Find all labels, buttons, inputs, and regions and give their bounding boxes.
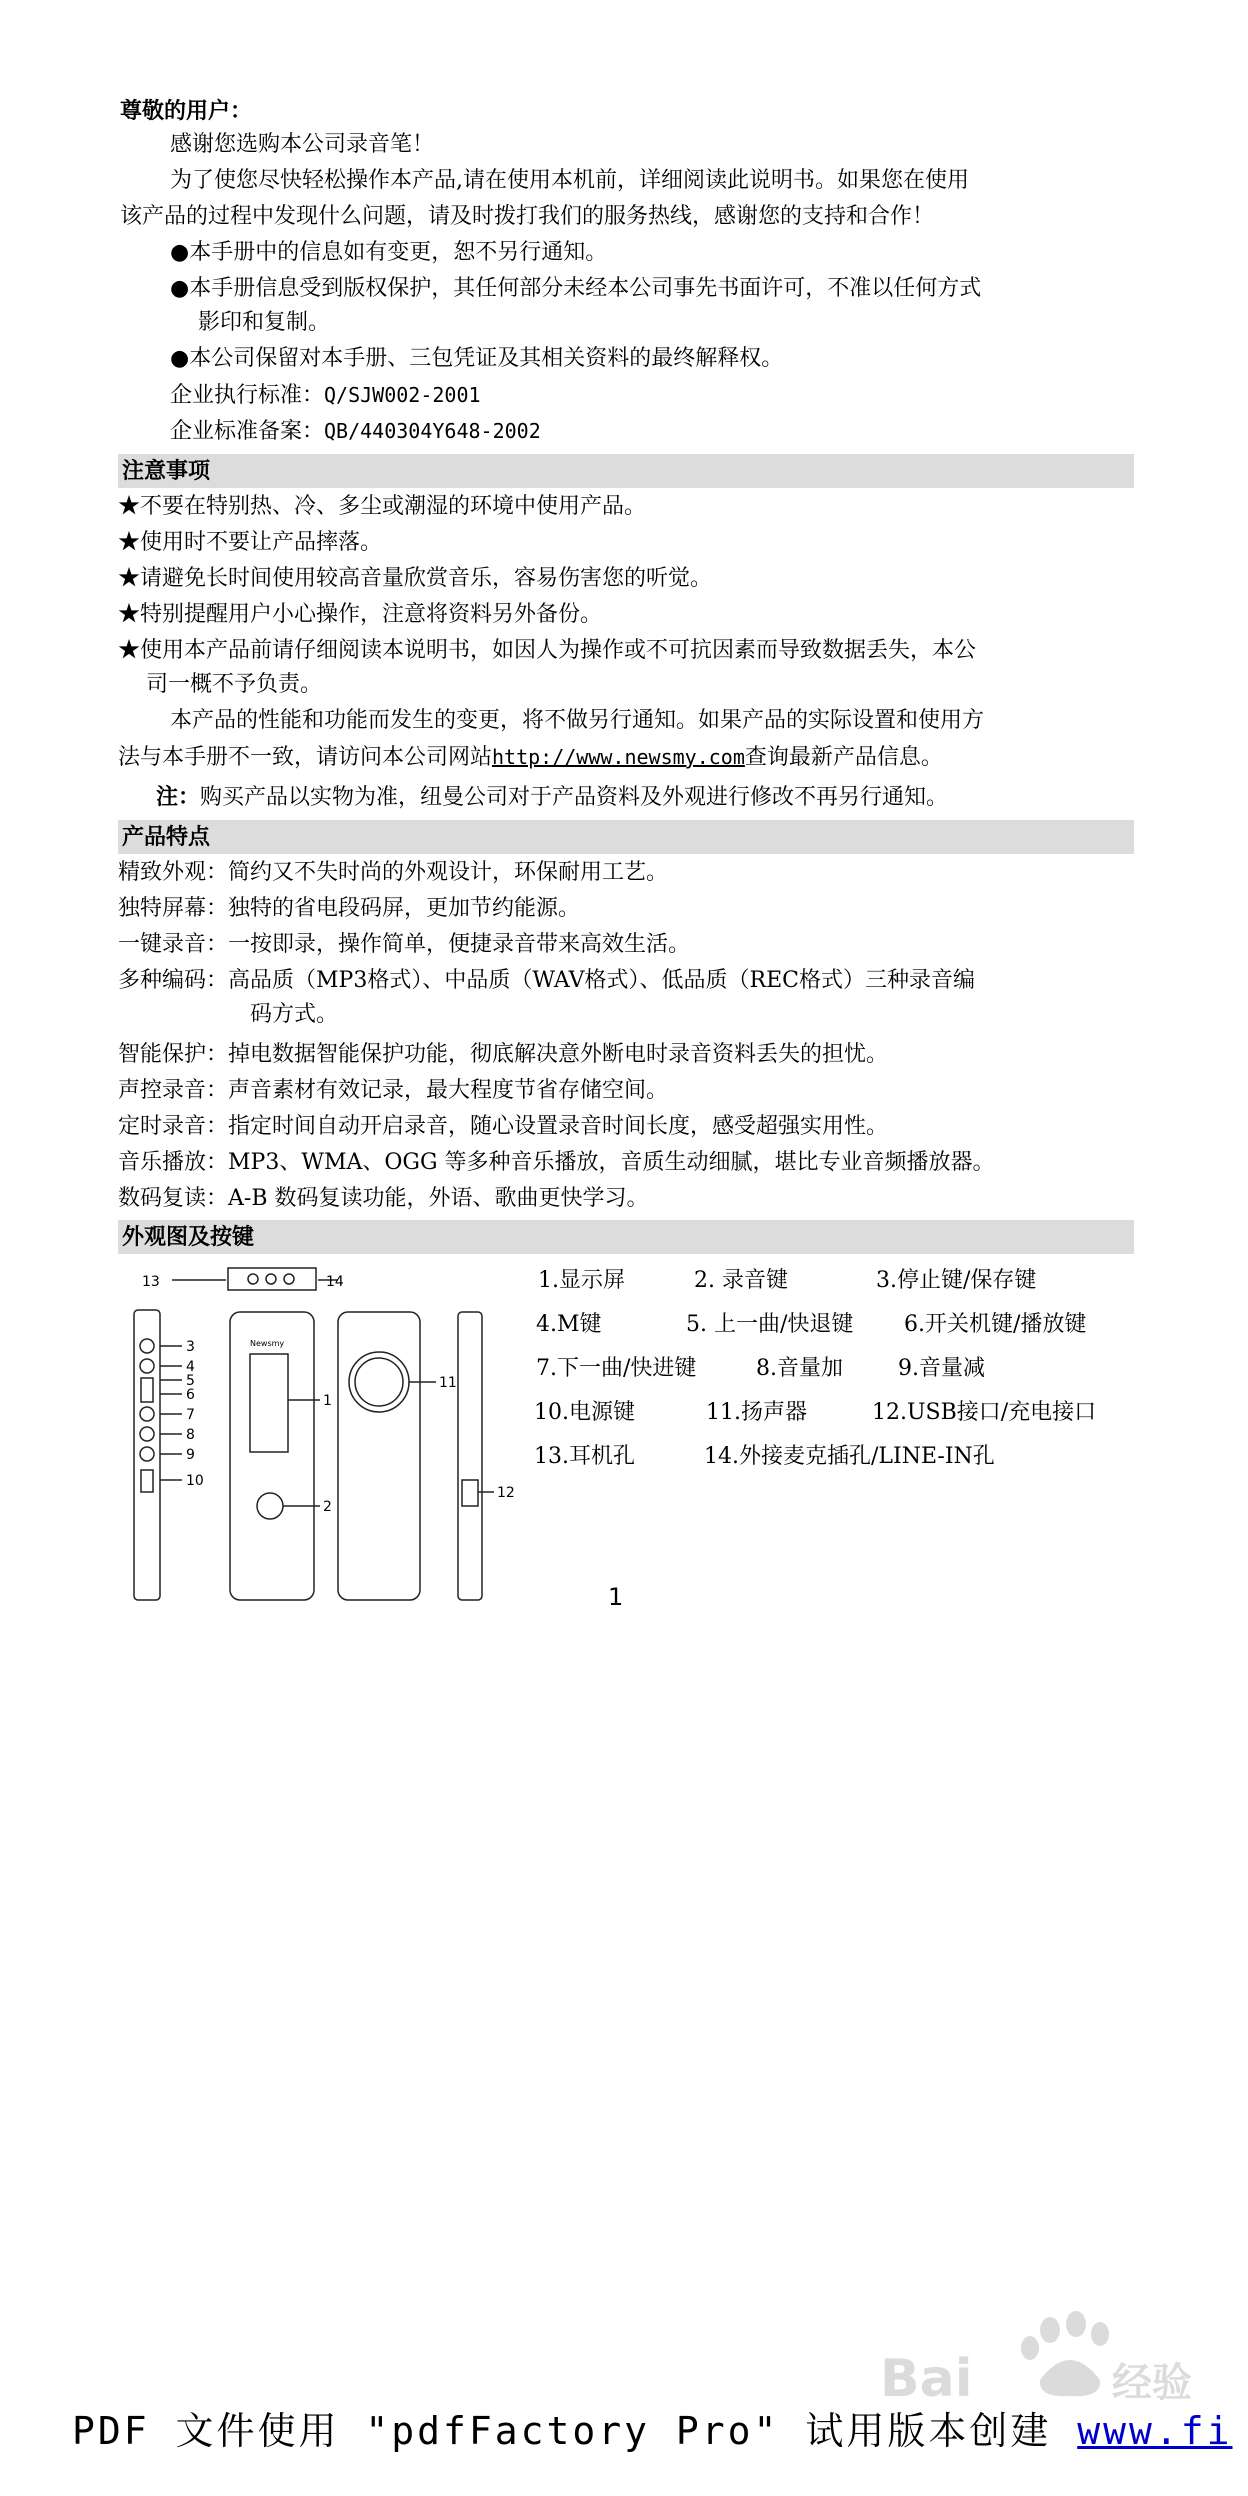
side-button-4 bbox=[140, 1359, 154, 1373]
callout-1: 1 bbox=[323, 1393, 332, 1409]
notice-item-5-line2: 司一概不予负责。 bbox=[146, 672, 323, 697]
callout-12: 12 bbox=[497, 1485, 515, 1501]
standard-value-1: Q/SJW002-2001 bbox=[324, 383, 481, 407]
callout-5: 5 bbox=[186, 1373, 195, 1389]
side-button-5-6 bbox=[141, 1378, 153, 1402]
legend-item-4: 4.M键 bbox=[536, 1312, 602, 1337]
callout-7: 7 bbox=[186, 1407, 195, 1423]
svg-text:Bai: Bai bbox=[880, 2349, 973, 2409]
side-button-3 bbox=[140, 1339, 154, 1353]
legend-item-6: 6.开关机键/播放键 bbox=[904, 1312, 1087, 1337]
top-hole-2 bbox=[266, 1274, 276, 1284]
device-diagram bbox=[118, 1262, 518, 1606]
callout-4: 4 bbox=[186, 1359, 195, 1375]
legend-item-11: 11.扬声器 bbox=[706, 1400, 807, 1425]
device-right-side bbox=[458, 1312, 482, 1600]
intro-paragraph-line2: 该产品的过程中发现什么问题，请及时拨打我们的服务热线，感谢您的支持和合作！ bbox=[120, 204, 935, 229]
legend-item-13: 13.耳机孔 bbox=[534, 1444, 635, 1469]
usb-port bbox=[462, 1480, 478, 1506]
legend-item-1: 1.显示屏 bbox=[538, 1268, 625, 1293]
feature-9: 数码复读：A-B 数码复读功能，外语、歌曲更快学习。 bbox=[118, 1186, 649, 1211]
device-back bbox=[338, 1312, 420, 1600]
notice-item-1: ★不要在特别热、冷、多尘或潮湿的环境中使用产品。 bbox=[118, 494, 647, 519]
page-number: 1 bbox=[608, 1583, 624, 1611]
purchase-note bbox=[156, 782, 948, 813]
feature-4-line2: 码方式。 bbox=[250, 1002, 339, 1027]
baidu-watermark-logo bbox=[880, 2300, 1210, 2410]
legend-item-10: 10.电源键 bbox=[534, 1400, 635, 1425]
callout-9: 9 bbox=[186, 1447, 195, 1463]
callout-3: 3 bbox=[186, 1339, 195, 1355]
note-label: 注： bbox=[156, 784, 201, 810]
footer-link[interactable]: www.fi bbox=[1077, 2409, 1233, 2453]
notice-item-4: ★特别提醒用户小心操作，注意将资料另外备份。 bbox=[118, 602, 603, 627]
feature-5: 智能保护：掉电数据智能保护功能，彻底解决意外断电时录音资料丢失的担忧。 bbox=[118, 1042, 889, 1067]
speaker-inner bbox=[355, 1358, 403, 1406]
feature-1: 精致外观：简约又不失时尚的外观设计，环保耐用工艺。 bbox=[118, 860, 669, 885]
legend-item-3: 3.停止键/保存键 bbox=[876, 1268, 1037, 1293]
standard-label-1: 企业执行标准： bbox=[170, 383, 325, 408]
pdf-factory-footer bbox=[72, 2408, 1232, 2454]
top-hole-1 bbox=[248, 1274, 258, 1284]
feature-3: 一键录音：一按即录，操作简单，便捷录音带来高效生活。 bbox=[118, 932, 691, 957]
device-front bbox=[230, 1312, 314, 1600]
standard-line-1 bbox=[170, 380, 481, 411]
features-heading-band bbox=[118, 820, 1134, 854]
legend-item-9: 9.音量减 bbox=[898, 1356, 985, 1381]
feature-8: 音乐播放：MP3、WMA、OGG 等多种音乐播放，音质生动细腻，堪比专业音频播放器。 bbox=[118, 1150, 995, 1175]
legend-item-14: 14.外接麦克插孔/LINE-IN孔 bbox=[704, 1444, 995, 1469]
speaker-outer bbox=[349, 1352, 409, 1412]
standard-line-2 bbox=[170, 416, 541, 447]
side-button-9 bbox=[140, 1447, 154, 1461]
legend-item-5: 5. 上一曲/快退键 bbox=[686, 1312, 854, 1337]
appearance-heading-band bbox=[118, 1220, 1134, 1254]
feature-4-line1: 多种编码：高品质（MP3格式）、中品质（WAV格式）、低品质（REC格式）三种录音编 bbox=[118, 968, 975, 993]
standard-label-2: 企业标准备案： bbox=[170, 419, 325, 444]
notice-item-3: ★请避免长时间使用较高音量欣赏音乐，容易伤害您的听觉。 bbox=[118, 566, 713, 591]
callout-6: 6 bbox=[186, 1387, 195, 1403]
standard-value-2: QB/440304Y648-2002 bbox=[324, 419, 541, 443]
callout-14: 14 bbox=[326, 1274, 344, 1290]
appearance-heading: 外观图及按键 bbox=[122, 1224, 255, 1250]
change-notice-line1: 本产品的性能和功能而发生的变更，将不做另行通知。如果产品的实际设置和使用方 bbox=[170, 708, 985, 733]
legend-item-7: 7.下一曲/快进键 bbox=[536, 1356, 697, 1381]
change-notice-post: 查询最新产品信息。 bbox=[744, 745, 943, 770]
callout-10: 10 bbox=[186, 1473, 204, 1489]
svg-text:经验: 经验 bbox=[1112, 2360, 1192, 2406]
feature-7: 定时录音：指定时间自动开启录音，随心设置录音时间长度，感受超强实用性。 bbox=[118, 1114, 889, 1139]
brand-label: Newsmy bbox=[250, 1339, 285, 1348]
greeting: 尊敬的用户： bbox=[120, 98, 253, 124]
top-hole-3 bbox=[284, 1274, 294, 1284]
record-button bbox=[257, 1493, 283, 1519]
callout-13: 13 bbox=[142, 1274, 160, 1290]
change-notice-line2 bbox=[118, 742, 943, 773]
feature-6: 声控录音：声音素材有效记录，最大程度节省存储空间。 bbox=[118, 1078, 669, 1103]
callout-11: 11 bbox=[439, 1375, 457, 1391]
display-screen bbox=[250, 1354, 288, 1452]
legend-item-12: 12.USB接口/充电接口 bbox=[872, 1400, 1097, 1425]
side-switch-10 bbox=[141, 1470, 153, 1492]
change-notice-pre: 法与本手册不一致，请访问本公司网站 bbox=[118, 745, 493, 770]
side-button-7 bbox=[140, 1407, 154, 1421]
intro-paragraph-line1: 为了使您尽快轻松操作本产品,请在使用本机前，详细阅读此说明书。如果您在使用 bbox=[170, 168, 969, 193]
footer-text: PDF 文件使用 "pdfFactory Pro" 试用版本创建 bbox=[72, 2409, 1078, 2453]
intro-bullet-2-line1: ●本手册信息受到版权保护，其任何部分未经本公司事先书面许可，不准以任何方式 bbox=[170, 276, 982, 301]
intro-bullet-3: ●本公司保留对本手册、三包凭证及其相关资料的最终解释权。 bbox=[170, 346, 784, 371]
note-text: 购买产品以实物为准，纽曼公司对于产品资料及外观进行修改不再另行通知。 bbox=[200, 785, 949, 810]
intro-bullet-1: ●本手册中的信息如有变更，恕不另行通知。 bbox=[170, 240, 608, 265]
side-button-8 bbox=[140, 1427, 154, 1441]
notice-heading: 注意事项 bbox=[122, 458, 211, 484]
intro-bullet-2-line2: 影印和复制。 bbox=[198, 310, 331, 335]
notice-item-2: ★使用时不要让产品摔落。 bbox=[118, 530, 383, 555]
legend-item-8: 8.音量加 bbox=[756, 1356, 843, 1381]
thanks-line: 感谢您选购本公司录音笔！ bbox=[170, 132, 435, 157]
device-top-view bbox=[228, 1268, 316, 1290]
features-heading: 产品特点 bbox=[122, 824, 211, 850]
feature-2: 独特屏幕：独特的省电段码屏，更加节约能源。 bbox=[118, 896, 581, 921]
notice-heading-band bbox=[118, 454, 1134, 488]
callout-2: 2 bbox=[323, 1499, 332, 1515]
notice-item-5-line1: ★使用本产品前请仔细阅读本说明书，如因人为操作或不可抗因素而导致数据丢失，本公 bbox=[118, 638, 977, 663]
legend-item-2: 2. 录音键 bbox=[694, 1268, 788, 1293]
callout-8: 8 bbox=[186, 1427, 195, 1443]
website-link[interactable]: http://www.newsmy.com bbox=[492, 745, 745, 769]
